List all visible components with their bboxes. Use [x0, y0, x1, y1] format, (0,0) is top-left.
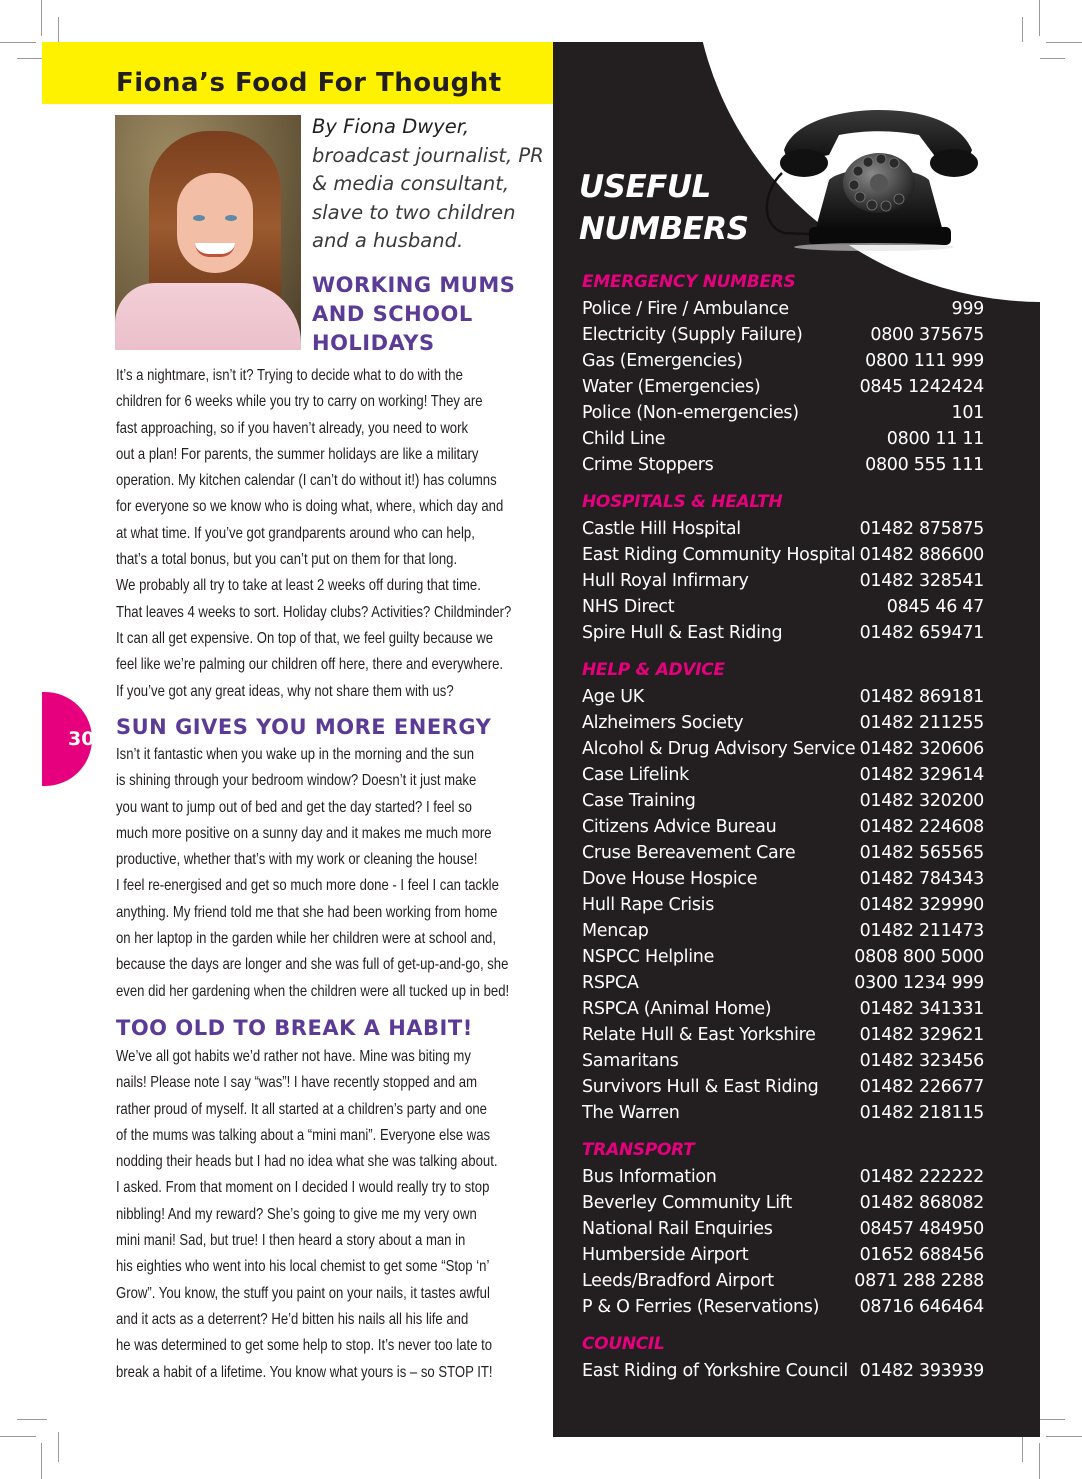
page-number: 30: [68, 728, 95, 750]
entry-label: Humberside Airport: [582, 1245, 749, 1265]
crop-mark: [58, 1432, 59, 1462]
entry-number: 01482 218115: [859, 1103, 984, 1123]
crop-mark: [0, 1436, 36, 1437]
entry-number: 08457 484950: [859, 1219, 984, 1239]
entry-label: NSPCC Helpline: [582, 947, 715, 967]
useful-numbers-title: [579, 166, 748, 250]
text-line: I asked. From that moment on I decided I would really try to stop: [116, 1179, 490, 1197]
entry-number: 01482 784343: [859, 869, 984, 889]
entry-label: Spire Hull & East Riding: [582, 623, 783, 643]
entry-label: Case Lifelink: [582, 765, 689, 785]
entry-label: Hull Rape Crisis: [582, 895, 715, 915]
entry-label: NHS Direct: [582, 597, 675, 617]
list-item: [582, 1190, 984, 1216]
entry-number: 01482 211255: [859, 713, 984, 733]
text-line: he was determined to get some help to stop. It’s never too late to: [116, 1337, 493, 1355]
text-line: out a plan! For parents, the summer holidays are like a military: [116, 445, 479, 463]
entry-number: 101: [951, 403, 984, 423]
text-line: at what time. If you’ve got grandparents around who can help,: [116, 524, 475, 542]
entry-label: The Warren: [582, 1103, 680, 1123]
entry-label: RSPCA (Animal Home): [582, 999, 772, 1019]
entry-number: 0808 800 5000: [854, 947, 984, 967]
list-item: [582, 452, 984, 478]
list-item: [582, 1294, 984, 1320]
list-item: [582, 684, 984, 710]
text-line: is shining through your bedroom window? Doesn’t it just make: [116, 772, 477, 790]
list-item: [582, 892, 984, 918]
text-line: If you’ve got any great ideas, why not share them with us?: [116, 682, 454, 700]
crop-mark: [1046, 42, 1082, 43]
entry-number: 01482 222222: [859, 1167, 984, 1187]
list-item: [582, 1242, 984, 1268]
text-line: I feel re-energised and get so much more done - I feel I can tackle: [116, 877, 499, 895]
text-line: Isn’t it fantastic when you wake up in the morning and the sun: [116, 746, 475, 763]
entry-number: 01482 328541: [859, 571, 984, 591]
byline-author: By Fiona Dwyer,: [312, 115, 470, 138]
entry-number: 01482 886600: [859, 545, 984, 565]
list-item: [582, 866, 984, 892]
list-item: [582, 788, 984, 814]
entry-number: 01482 341331: [859, 999, 984, 1019]
list-item: [582, 542, 984, 568]
article-body-working-mums: [116, 363, 546, 705]
text-line: anything. My friend told me that she had been working from home: [116, 903, 498, 921]
list-item: [582, 1164, 984, 1190]
text-line: his eighties who went into his local chemist to get some “Stop ‘n’: [116, 1258, 490, 1276]
entry-number: 01652 688456: [859, 1245, 984, 1265]
text-line: even did her gardening when the children were all tucked up in bed!: [116, 982, 510, 1000]
list-item: [582, 840, 984, 866]
section-title: HOSPITALS & HEALTH: [582, 492, 783, 512]
text-line: operation. My kitchen calendar (I can’t do without it!) has columns: [116, 472, 497, 490]
entry-label: Relate Hull & East Yorkshire: [582, 1025, 816, 1045]
entry-label: Case Training: [582, 791, 696, 811]
entry-number: 01482 869181: [859, 687, 984, 707]
title-line-2: NUMBERS: [579, 211, 749, 247]
entry-label: Age UK: [582, 687, 644, 707]
entry-number: 01482 393939: [859, 1361, 984, 1381]
section-title: COUNCIL: [582, 1334, 665, 1354]
photo-eye: [225, 215, 237, 221]
entry-number: 0800 375675: [870, 325, 984, 345]
author-photo: [115, 115, 301, 350]
text-line: We probably all try to take at least 2 weeks off during that time.: [116, 577, 481, 595]
list-item: [582, 1022, 984, 1048]
list-item: [582, 710, 984, 736]
article-heading-sun-energy: SUN GIVES YOU MORE ENERGY: [116, 715, 492, 739]
text-line: nodding their heads but I had no idea what she was talking about.: [116, 1153, 498, 1171]
text-line: much more positive on a sunny day and it makes me much more: [116, 824, 492, 842]
entry-label: Cruse Bereavement Care: [582, 843, 796, 863]
entry-label: RSPCA: [582, 973, 639, 993]
photo-eye: [193, 215, 205, 221]
entry-label: Child Line: [582, 429, 666, 449]
section-emergency-numbers: [582, 270, 984, 478]
list-item: [582, 568, 984, 594]
entry-label: Bus Information: [582, 1167, 717, 1187]
text-line: that’s a total bonus, but you can’t put on them for that long.: [116, 551, 458, 569]
list-item: [582, 814, 984, 840]
text-line: rather proud of myself. It all started at a children’s party and one: [116, 1100, 487, 1118]
list-item: [582, 374, 984, 400]
list-item: [582, 762, 984, 788]
list-item: [582, 1048, 984, 1074]
list-item: [582, 516, 984, 542]
column-title-bar: [42, 42, 553, 104]
entry-label: National Rail Enquiries: [582, 1219, 773, 1239]
list-item: [582, 996, 984, 1022]
rotary-telephone-icon: [754, 95, 984, 255]
list-item: [582, 918, 984, 944]
article-body-sun-energy: [116, 742, 546, 1005]
article-heading-break-habit: TOO OLD TO BREAK A HABIT!: [116, 1016, 473, 1040]
entry-number: 0300 1234 999: [854, 973, 984, 993]
entry-number: 01482 323456: [859, 1051, 984, 1071]
text-line: because the days are longer and she was full of get-up-and-go, she: [116, 956, 509, 974]
crop-mark: [0, 42, 36, 43]
entry-number: 01482 565565: [859, 843, 984, 863]
entry-label: Hull Royal Infirmary: [582, 571, 749, 591]
list-item: [582, 348, 984, 374]
entry-label: Gas (Emergencies): [582, 351, 743, 371]
entry-label: Dove House Hospice: [582, 869, 758, 889]
section-council: [582, 1332, 984, 1384]
list-item: [582, 944, 984, 970]
entry-number: 01482 659471: [859, 623, 984, 643]
entry-label: Police / Fire / Ambulance: [582, 299, 789, 319]
text-line: mini mani! Sad, but true! I then heard a story about a man in: [116, 1232, 466, 1250]
list-item: [582, 736, 984, 762]
entry-number: 0845 1242424: [859, 377, 984, 397]
list-item: [582, 620, 984, 646]
entry-label: Police (Non-emergencies): [582, 403, 799, 423]
entry-number: 01482 875875: [859, 519, 984, 539]
list-item: [582, 1100, 984, 1126]
entry-number: 0800 11 11: [886, 429, 984, 449]
article-heading-working-mums: WORKING MUMS AND SCHOOL HOLIDAYS: [312, 273, 516, 355]
entry-number: 01482 226677: [859, 1077, 984, 1097]
entry-number: 01482 329621: [859, 1025, 984, 1045]
text-line: Grow”. You know, the stuff you paint on your nails, it tastes awful: [116, 1284, 490, 1302]
list-item: [582, 296, 984, 322]
entry-number: 01482 211473: [859, 921, 984, 941]
list-item: [582, 1358, 984, 1384]
entry-number: 0800 111 999: [865, 351, 984, 371]
list-item: [582, 594, 984, 620]
entry-number: 0845 46 47: [886, 597, 984, 617]
text-line: It’s a nightmare, isn’t it? Trying to decide what to do with the: [116, 367, 463, 384]
crop-mark: [41, 0, 42, 36]
entry-label: Water (Emergencies): [582, 377, 761, 397]
entry-label: Samaritans: [582, 1051, 679, 1071]
entry-label: Mencap: [582, 921, 649, 941]
page-number-tab: [42, 692, 95, 786]
section-title: HELP & ADVICE: [582, 660, 725, 680]
section-transport: [582, 1138, 984, 1320]
list-item: [582, 1216, 984, 1242]
text-line: productive, whether that’s with my work or cleaning the house!: [116, 851, 478, 869]
text-line: children for 6 weeks while you try to carry on working! They are: [116, 393, 483, 411]
section-title: EMERGENCY NUMBERS: [582, 272, 796, 292]
section-title: TRANSPORT: [582, 1140, 695, 1160]
entry-label: Survivors Hull & East Riding: [582, 1077, 819, 1097]
crop-mark: [41, 1443, 42, 1479]
entry-label: Citizens Advice Bureau: [582, 817, 777, 837]
byline-description: broadcast journalist, PR & media consultant, slave to two children and a husband.: [312, 143, 544, 252]
photo-jacket: [115, 283, 301, 350]
entry-number: 01482 320200: [859, 791, 984, 811]
text-line: feel like we’re palming our children off here, there and everywhere.: [116, 656, 504, 674]
list-item: [582, 1074, 984, 1100]
entry-label: Electricity (Supply Failure): [582, 325, 803, 345]
entry-label: Leeds/Bradford Airport: [582, 1271, 774, 1291]
text-line: and it acts as a deterrent? He’d bitten his nails all his life and: [116, 1310, 469, 1328]
text-line: for everyone so we know who is doing what, where, which day and: [116, 498, 504, 516]
entry-label: Alcohol & Drug Advisory Service: [582, 739, 856, 759]
text-line: you want to jump out of bed and get the day started? I feel so: [116, 798, 472, 816]
list-item: [582, 400, 984, 426]
column-title: Fiona’s Food For Thought: [116, 68, 502, 98]
entry-label: Crime Stoppers: [582, 455, 714, 475]
entry-number: 01482 329990: [859, 895, 984, 915]
entry-number: 08716 646464: [859, 1297, 984, 1317]
crop-mark: [17, 1419, 47, 1420]
byline: [312, 113, 552, 256]
article-body-break-habit: [116, 1044, 546, 1386]
text-line: We’ve all got habits we’d rather not have. Mine was biting my: [116, 1048, 471, 1065]
entry-label: P & O Ferries (Reservations): [582, 1297, 820, 1317]
text-line: fast approaching, so if you haven’t already, you need to work: [116, 419, 469, 437]
section-help-advice: [582, 658, 984, 1126]
entry-number: 01482 224608: [859, 817, 984, 837]
text-line: break a habit of a lifetime. You know what yours is – so STOP IT!: [116, 1363, 493, 1381]
entry-label: Castle Hill Hospital: [582, 519, 741, 539]
entry-label: East Riding of Yorkshire Council: [582, 1361, 848, 1381]
text-line: nails! Please note I say “was”! I have recently stopped and am: [116, 1074, 477, 1092]
text-line: of the mums was talking about a “mini mani”. Everyone else was: [116, 1126, 491, 1144]
list-item: [582, 1268, 984, 1294]
entry-number: 0871 288 2288: [854, 1271, 984, 1291]
entry-label: Beverley Community Lift: [582, 1193, 792, 1213]
photo-face: [177, 173, 253, 273]
entry-number: 01482 868082: [859, 1193, 984, 1213]
entry-number: 999: [951, 299, 984, 319]
title-line-1: USEFUL: [579, 169, 711, 205]
list-item: [582, 970, 984, 996]
section-hospitals-health: [582, 490, 984, 646]
entry-label: East Riding Community Hospital: [582, 545, 856, 565]
entry-number: 01482 320606: [859, 739, 984, 759]
crop-mark: [1039, 1443, 1040, 1479]
crop-mark: [1039, 0, 1040, 36]
entry-number: 0800 555 111: [865, 455, 984, 475]
list-item: [582, 426, 984, 452]
crop-mark: [1046, 1436, 1082, 1437]
text-line: It can all get expensive. On top of that, we feel guilty because we: [116, 629, 494, 647]
list-item: [582, 322, 984, 348]
useful-numbers-list: [582, 270, 984, 1396]
text-line: That leaves 4 weeks to sort. Holiday clubs? Activities? Childminder?: [116, 603, 512, 621]
entry-number: 01482 329614: [859, 765, 984, 785]
entry-label: Alzheimers Society: [582, 713, 744, 733]
text-line: on her laptop in the garden while her children were at school and,: [116, 930, 496, 948]
text-line: nibbling! And my reward? She’s going to give me my very own: [116, 1205, 477, 1223]
